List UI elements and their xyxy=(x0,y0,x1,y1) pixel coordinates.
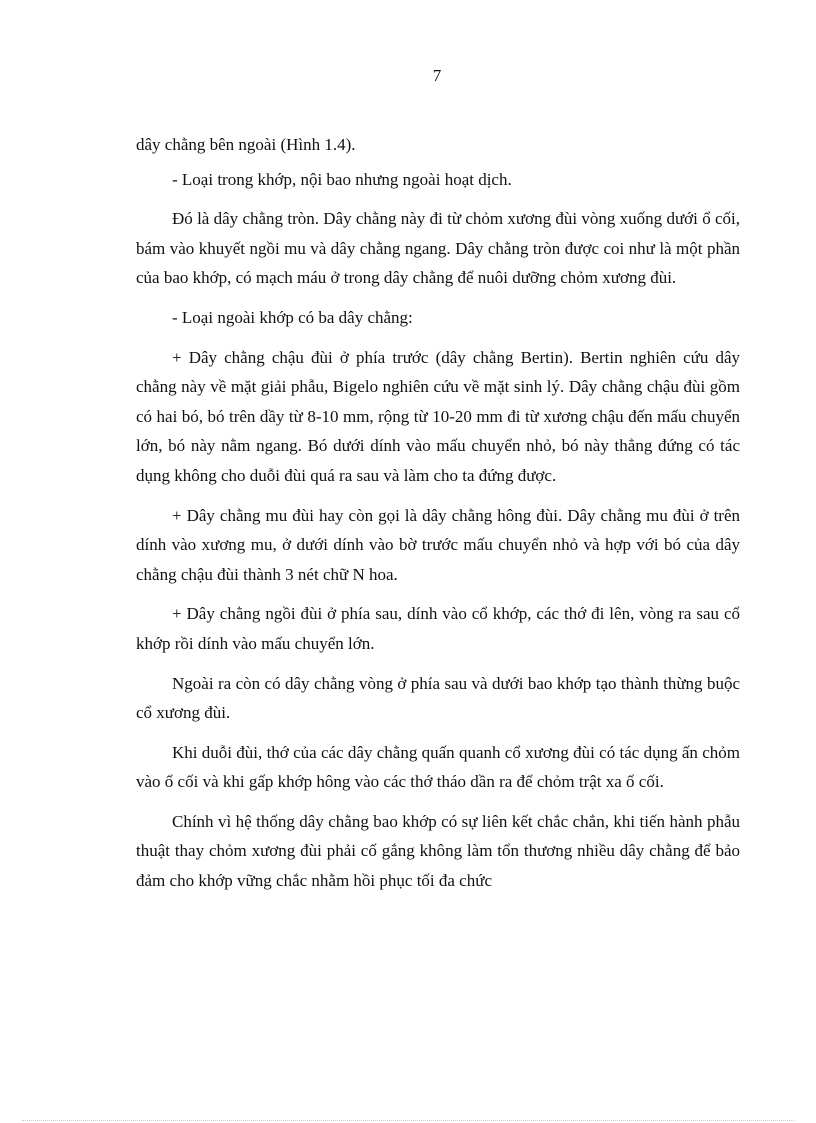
page-number: 7 xyxy=(432,66,442,85)
paragraph-thigh-extension: Khi duỗi đùi, thớ của các dây chằng quấn quanh cổ xương đùi có tác dụng ấn chỏm vào ổ cối và khi gấp khớp hông vào các thớ tháo dần ra để chỏm trật xa ổ cối. xyxy=(136,742,740,792)
paragraph-surgical-note: Chính vì hệ thống dây chằng bao khớp có sự liên kết chắc chắn, khi tiến hành phẫu thuật thay chỏm xương đùi phải cố gắng không làm tổn thương nhiều dây chằng để bảo đảm cho khớp vững chắc nhằm hồi phục tối đa chức xyxy=(136,811,740,891)
paragraph-pubofemoral-ligament: + Dây chằng mu đùi hay còn gọi là dây chằng hông đùi. Dây chằng mu đùi ở trên dính vào xương mu, ở dưới dính vào bờ trước mấu chuyển nhỏ và hợp với bó của dây chằng chậu đùi thành 3 nét chữ N hoa. xyxy=(136,505,740,584)
footer-divider xyxy=(22,1120,794,1121)
paragraph-continuation: dây chằng bên ngoài (Hình 1.4). xyxy=(136,135,356,154)
paragraph-iliofemoral-ligament: + Dây chằng chậu đùi ở phía trước (dây chằng Bertin). Bertin nghiên cứu dây chằng này về mặt giải phẫu, Bigelo nghiên cứu về mặt sinh lý. Dây chằng chậu đùi gồm có hai bó, bó trên dầy từ 8-10 mm, rộng từ 10-20 mm đi từ xương chậu đến mấu chuyển lớn, bó này nằm ngang. Bó dưới dính vào mấu chuyển nhỏ, bó này thẳng đứng có tác dụng không cho duỗi đùi quá ra sau và làm cho ta đứng được. xyxy=(136,347,740,485)
paragraph-zona-orbicularis: Ngoài ra còn có dây chằng vòng ở phía sau và dưới bao khớp tạo thành thừng buộc cổ xương đùi. xyxy=(136,673,740,723)
paragraph-extra-articular-type: - Loại ngoài khớp có ba dây chằng: xyxy=(172,307,413,327)
document-body xyxy=(136,130,740,906)
paragraph-intra-articular-type: - Loại trong khớp, nội bao nhưng ngoài hoạt dịch. xyxy=(172,169,512,189)
paragraph-ischiofemoral-ligament: + Dây chằng ngồi đùi ở phía sau, dính vào cổ khớp, các thớ đi lên, vòng ra sau cổ khớp rồi dính vào mấu chuyển lớn. xyxy=(136,604,740,653)
paragraph-round-ligament: Đó là dây chằng tròn. Dây chằng này đi từ chỏm xương đùi vòng xuống dưới ổ cối, bám vào khuyết ngồi mu và dây chằng ngang. Dây chằng tròn được coi như là một phần của bao khớp, có mạch máu ở trong dây chằng để nuôi dưỡng chỏm xương đùi. xyxy=(136,209,740,288)
